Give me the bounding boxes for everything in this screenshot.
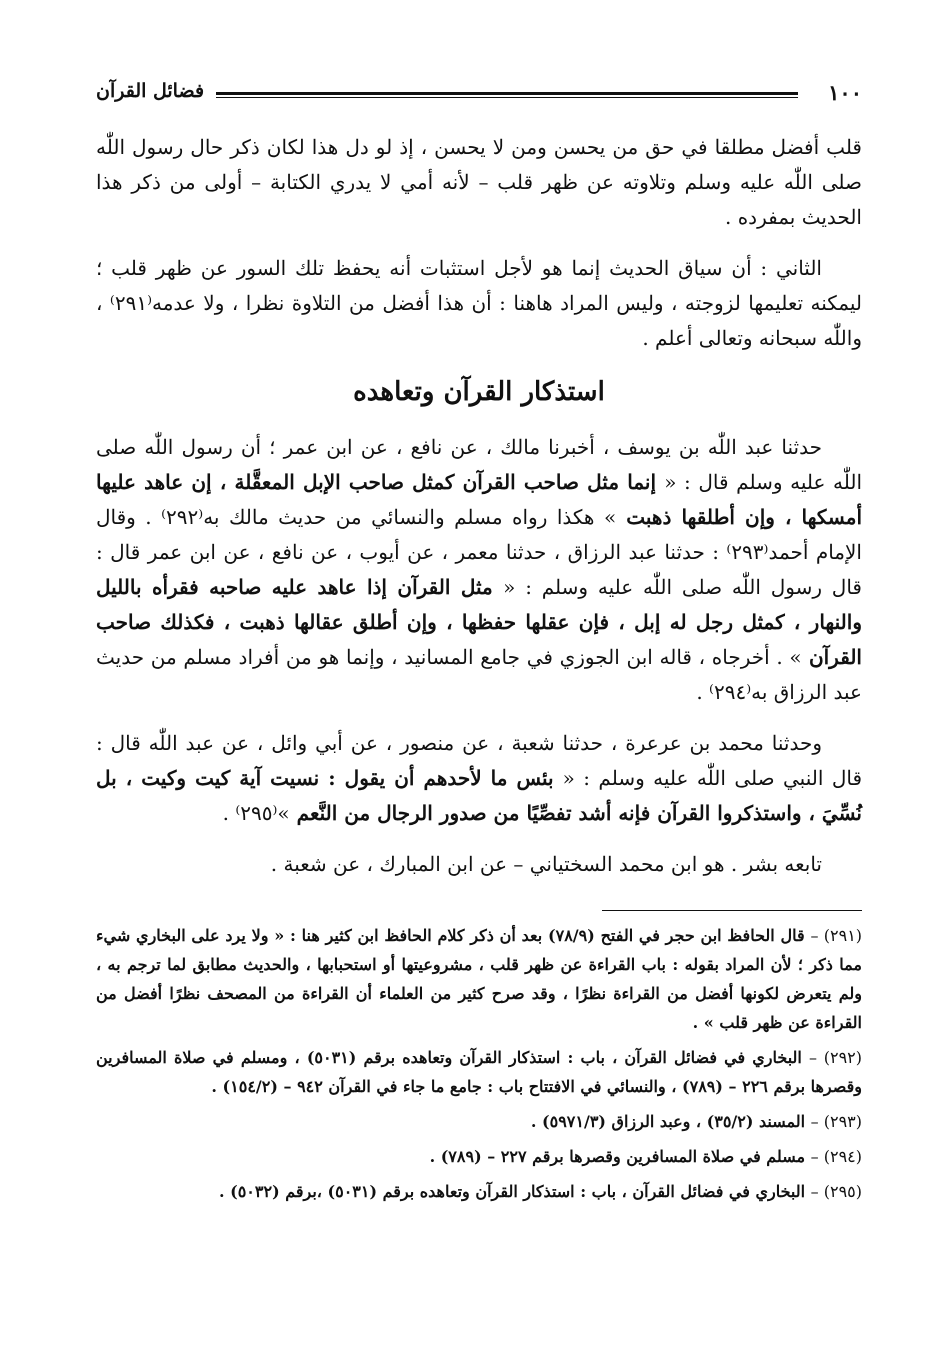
footnote-text: قال الحافظ ابن حجر في الفتح (٧٨/٩) بعد أن ذكر كلام الحافظ ابن كثير هنا : « ولا يرد على البخاري شيء مما ذكر ؛ لأن المراد بقوله : باب القراءة عن ظهر قلب ، مشروعيتها أو استحبابها ، والحديث مطابق لما ترجم به ، ولم يتعرض لكونها أفضل من القراءة نظرًا ، وقد صرح كثير من العلماء أن القراءة من المصحف نظرًا أفضل من القراءة عن ظهر قلب » . xyxy=(96,926,862,1032)
paragraph-2: الثاني : أن سياق الحديث إنما هو لأجل استثبات أنه يحفظ تلك السور عن ظهر قلب ؛ ليمكنه تعليمها لزوجته ، وليس المراد هاهنا : أن هذا أفضل من التلاوة نظرا ، ولا عدمه⁽٢٩١⁾ ، واللّٰه سبحانه وتعالى أعلم . xyxy=(96,256,862,350)
p3-text-a: حدثنا عبد اللّٰه بن يوسف ، أخبرنا مالك ، عن نافع ، عن ابن عمر ؛ أن رسول اللّٰه صلى اللّٰه عليه وسلم قال : « xyxy=(96,435,863,494)
p4-text-a: وحدثنا محمد بن عرعرة ، حدثنا شعبة ، عن منصور ، عن أبي وائل ، عن عبد اللّٰه قال : قال النبي صلى اللّٰه عليه وسلم : « xyxy=(96,731,862,790)
footnote-number: (٢٩٢) – xyxy=(809,1048,862,1067)
p3-text-e: » . أخرجاه ، قاله ابن الجوزي في جامع المسانيد ، وإنما هو من أفراد مسلم من حديث عبد الرزاق به⁽٢٩٤⁾ . xyxy=(96,645,862,704)
paragraph-3 xyxy=(96,430,862,710)
footnote-number: (٢٩٣) – xyxy=(810,1112,862,1131)
page-header xyxy=(96,78,862,112)
footnote-number: (٢٩١) – xyxy=(810,926,863,945)
book-page xyxy=(96,78,862,1212)
footnotes xyxy=(96,921,862,1206)
footnote-text: مسلم في صلاة المسافرين وقصرها برقم ٢٢٧ – (٧٨٩) . xyxy=(429,1147,811,1166)
p3-hadith-2: مثل القرآن إذا عاهد عليه صاحبه فقرأه بالليل والنهار ، كمثل رجل له إبل ، فإن عقلها حفظها ، وإن أطلق عقالها ذهبت ، فكذلك صاحب القرآن xyxy=(96,575,862,669)
footnote-text: البخاري في فضائل القرآن ، باب : استذكار القرآن وتعاهده برقم (٥٠٣١) ،برقم (٥٠٣٢) . xyxy=(218,1182,811,1201)
footnote-293 xyxy=(96,1107,862,1136)
footnote-295 xyxy=(96,1177,862,1206)
footnote-number: (٢٩٥) – xyxy=(810,1182,862,1201)
header-rule xyxy=(216,92,798,98)
p3-hadith-1: إنما مثل صاحب القرآن كمثل صاحب الإبل المعقَّلة ، إن عاهد عليها أمسكها ، وإن أطلقها ذهبت xyxy=(96,470,863,529)
footnote-number: (٢٩٤) – xyxy=(810,1147,862,1166)
footnote-294 xyxy=(96,1142,862,1171)
footnote-text: المسند (٣٥/٢) ، وعبد الرزاق (٥٩٧١/٣) . xyxy=(530,1112,811,1131)
p3-text-c: » هكذا رواه مسلم والنسائي من حديث مالك به⁽٢٩٢⁾ . وقال الإمام أحمد⁽٢٩٣⁾ : حدثنا عبد الرزاق ، حدثنا معمر ، عن أيوب ، عن نافع ، عن ابن عمر قال : قال رسول اللّٰه صلى اللّٰه عليه وسلم : « xyxy=(96,505,862,599)
section-title: استذكار القرآن وتعاهده xyxy=(353,377,605,407)
page-number: ١٠٠ xyxy=(828,80,862,105)
footnote-text: البخاري في فضائل القرآن ، باب : استذكار القرآن وتعاهده برقم (٥٠٣١) ، ومسلم في صلاة المسافرين وقصرها برقم ٢٢٦ – (٧٨٩) ، والنسائي في الافتتاح باب : جامع ما جاء في القرآن ٩٤٢ – (١٥٤/٢) . xyxy=(96,1048,862,1096)
footnote-291 xyxy=(96,921,862,1037)
footnote-292 xyxy=(96,1043,862,1101)
main-text xyxy=(96,130,862,882)
footnote-divider xyxy=(602,910,862,911)
paragraph-4 xyxy=(96,726,862,831)
running-title: فضائل القرآن xyxy=(96,80,205,102)
paragraph-5: تابعه بشر . هو ابن محمد السختياني – عن ابن المبارك ، عن شعبة . xyxy=(270,852,822,876)
paragraph-1: قلب أفضل مطلقا في حق من يحسن ومن لا يحسن ، إذ لو دل هذا لكان ذكر حال رسول اللّٰه صلى اللّٰه عليه وسلم وتلاوته عن ظهر قلب – لأنه أمي لا يدري الكتابة – أولى من ذكر هذا الحديث بمفرده . xyxy=(96,135,862,229)
p4-hadith: بئس ما لأحدهم أن يقول : نسيت آية كيت وكيت ، بل نُسِّيَ ، واستذكروا القرآن فإنه أشد تفصِّيًا من صدور الرجال من النَّعم xyxy=(96,766,862,825)
p4-text-c: »⁽٢٩٥⁾ . xyxy=(222,801,290,825)
